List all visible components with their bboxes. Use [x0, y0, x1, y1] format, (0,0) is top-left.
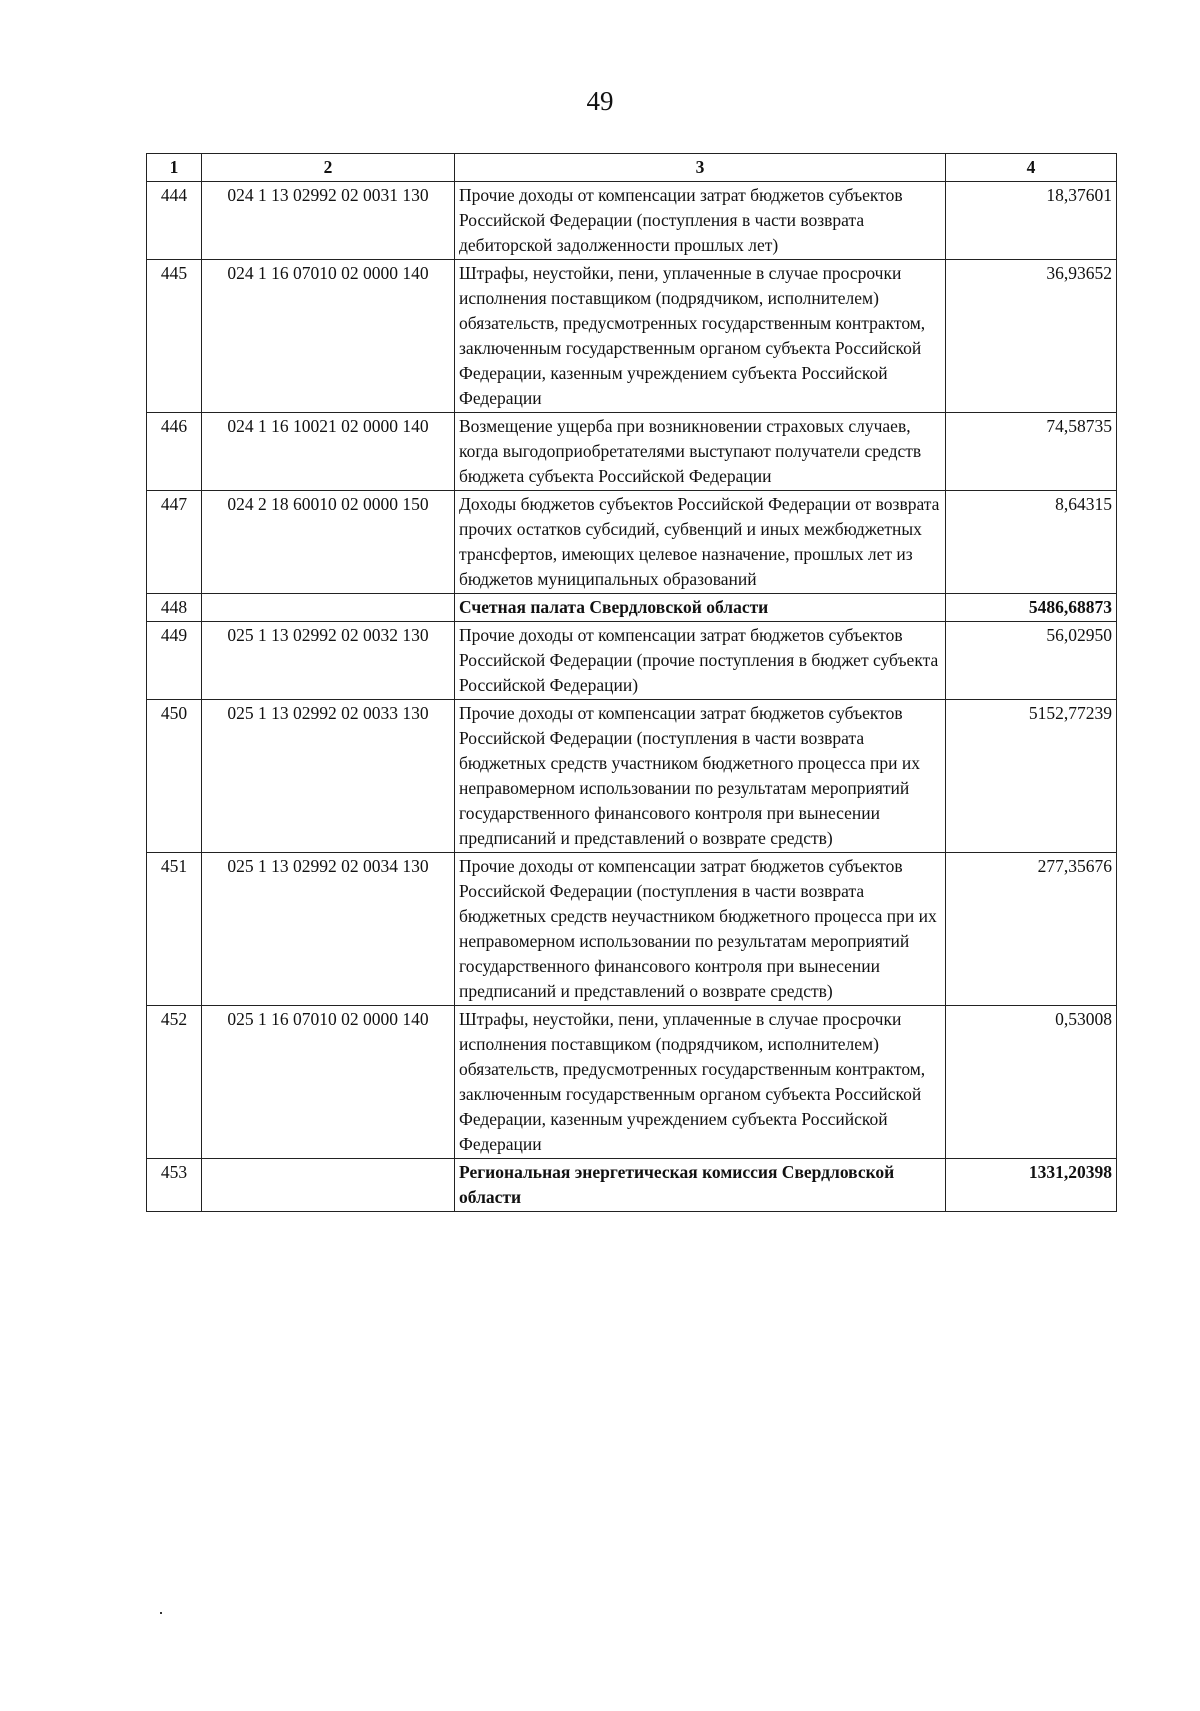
page-number: 49: [586, 86, 614, 116]
table-row: [147, 491, 1117, 594]
table-row: [147, 622, 1117, 700]
budget-code: [202, 594, 455, 622]
row-number: 447: [147, 491, 202, 594]
row-description: Прочие доходы от компенсации затрат бюджетов субъектов Российской Федерации (поступления в части возврата бюджетных средств неучастником бюджетного процесса при их неправомерном использовании по результатам мероприятий государственного финансового контроля при вынесении предписаний и представлений о возврате средств): [455, 853, 946, 1006]
budget-code: 025 1 16 07010 02 0000 140: [202, 1006, 455, 1159]
table-row: [147, 260, 1117, 413]
row-number: 444: [147, 182, 202, 260]
column-header: 2: [202, 154, 455, 182]
row-number: 450: [147, 700, 202, 853]
table-row: [147, 182, 1117, 260]
row-description: Штрафы, неустойки, пени, уплаченные в случае просрочки исполнения поставщиком (подрядчиком, исполнителем) обязательств, предусмотренных государственным контрактом, заключенным государственным органом субъекта Российской Федерации, казенным учреждением субъекта Российской Федерации: [455, 260, 946, 413]
table-header-row: [147, 154, 1117, 182]
column-header: 1: [147, 154, 202, 182]
section-total-row: [147, 594, 1117, 622]
section-total-amount: 5486,68873: [946, 594, 1117, 622]
row-amount: 8,64315: [946, 491, 1117, 594]
row-description: Возмещение ущерба при возникновении страховых случаев, когда выгодоприобретателями выступают получатели средств бюджета субъекта Российской Федерации: [455, 413, 946, 491]
budget-code: [202, 1159, 455, 1212]
budget-code: 025 1 13 02992 02 0032 130: [202, 622, 455, 700]
row-number: 448: [147, 594, 202, 622]
section-total-amount: 1331,20398: [946, 1159, 1117, 1212]
section-title: Региональная энергетическая комиссия Свердловской области: [455, 1159, 946, 1212]
budget-code: 024 1 16 10021 02 0000 140: [202, 413, 455, 491]
row-amount: 74,58735: [946, 413, 1117, 491]
row-number: 451: [147, 853, 202, 1006]
scan-speck: [160, 1612, 162, 1614]
row-description: Прочие доходы от компенсации затрат бюджетов субъектов Российской Федерации (прочие поступления в бюджет субъекта Российской Федерации): [455, 622, 946, 700]
row-amount: 18,37601: [946, 182, 1117, 260]
row-description: Прочие доходы от компенсации затрат бюджетов субъектов Российской Федерации (поступления в части возврата дебиторской задолженности прошлых лет): [455, 182, 946, 260]
budget-code: 025 1 13 02992 02 0033 130: [202, 700, 455, 853]
budget-code: 024 1 13 02992 02 0031 130: [202, 182, 455, 260]
row-amount: 5152,77239: [946, 700, 1117, 853]
row-amount: 36,93652: [946, 260, 1117, 413]
row-number: 445: [147, 260, 202, 413]
budget-code: 024 1 16 07010 02 0000 140: [202, 260, 455, 413]
budget-code: 025 1 13 02992 02 0034 130: [202, 853, 455, 1006]
table-row: [147, 853, 1117, 1006]
row-description: Доходы бюджетов субъектов Российской Федерации от возврата прочих остатков субсидий, субвенций и иных межбюджетных трансфертов, имеющих целевое назначение, прошлых лет из бюджетов муниципальных образований: [455, 491, 946, 594]
column-header: 3: [455, 154, 946, 182]
table-row: [147, 700, 1117, 853]
row-amount: 277,35676: [946, 853, 1117, 1006]
row-number: 449: [147, 622, 202, 700]
section-total-row: [147, 1159, 1117, 1212]
row-number: 446: [147, 413, 202, 491]
row-amount: 0,53008: [946, 1006, 1117, 1159]
row-description: Прочие доходы от компенсации затрат бюджетов субъектов Российской Федерации (поступления в части возврата бюджетных средств участником бюджетного процесса при их неправомерном использовании по результатам мероприятий государственного финансового контроля при вынесении предписаний и представлений о возврате средств): [455, 700, 946, 853]
table-row: [147, 413, 1117, 491]
section-title: Счетная палата Свердловской области: [455, 594, 946, 622]
row-amount: 56,02950: [946, 622, 1117, 700]
column-header: 4: [946, 154, 1117, 182]
revenue-table: [146, 153, 1117, 1212]
row-number: 452: [147, 1006, 202, 1159]
table-row: [147, 1006, 1117, 1159]
budget-code: 024 2 18 60010 02 0000 150: [202, 491, 455, 594]
row-description: Штрафы, неустойки, пени, уплаченные в случае просрочки исполнения поставщиком (подрядчиком, исполнителем) обязательств, предусмотренных государственным контрактом, заключенным государственным органом субъекта Российской Федерации, казенным учреждением субъекта Российской Федерации: [455, 1006, 946, 1159]
row-number: 453: [147, 1159, 202, 1212]
